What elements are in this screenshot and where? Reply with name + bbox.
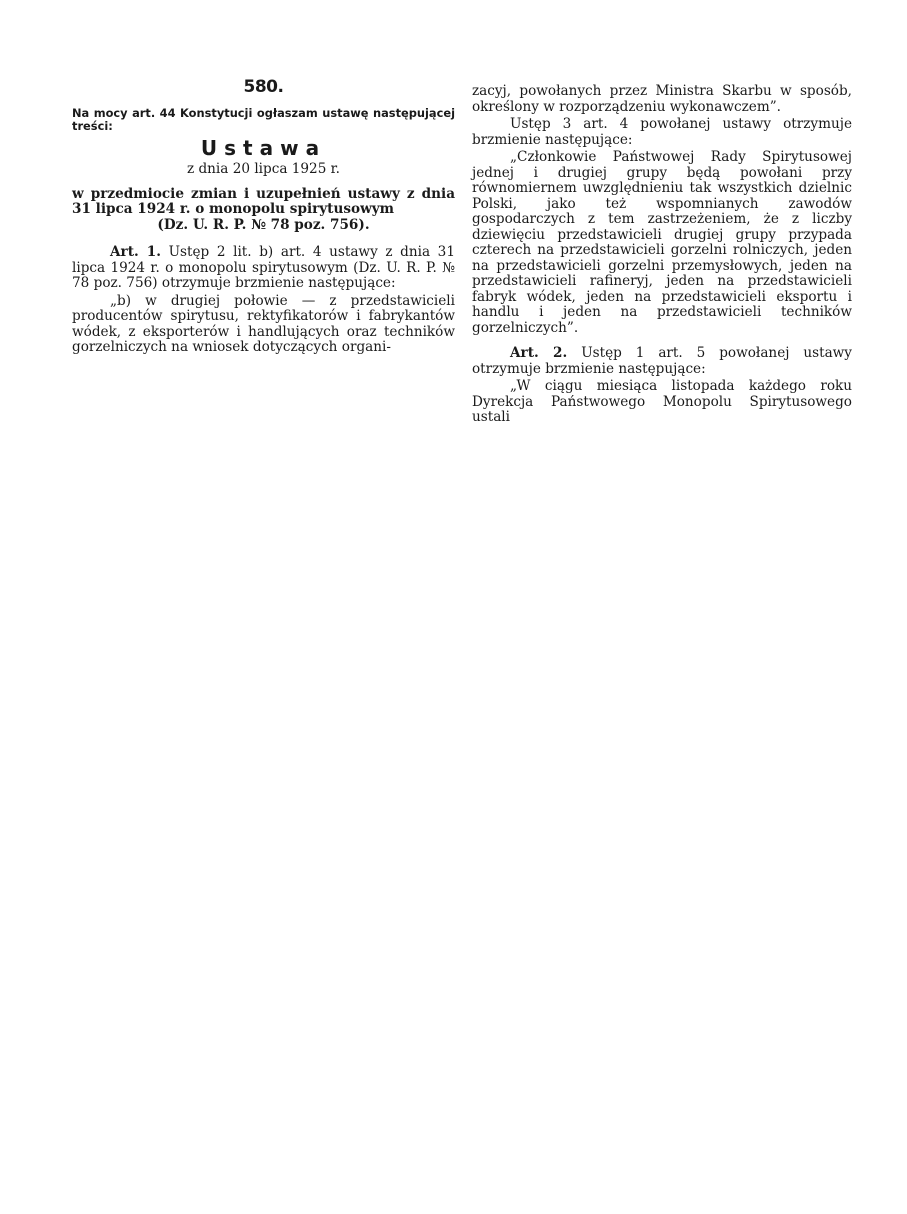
article-2-label: Art. 2. <box>510 345 568 361</box>
article-2 <box>472 346 852 377</box>
article-1-label: Art. 1. <box>110 244 161 260</box>
quote-continuation: zacyj, powołanych przez Ministra Skarbu w sposób, określony w rozporządzeniu wykonawczem”. <box>472 83 852 115</box>
article-1 <box>72 245 455 292</box>
article-1-quote: „b) w drugiej połowie — z przedstawicieli producentów spirytusu, rektyfikatorów i fabrykantów wódek, z eksporterów i handlujących oraz techników gorzelniczych na wniosek dotyczących organi- <box>72 292 455 355</box>
ustep-3-intro: Ustęp 3 art. 4 powołanej ustawy otrzymuje brzmienie następujące: <box>472 116 852 148</box>
promulgation-intro: Na mocy art. 44 Konstytucji ogłaszam ustawę następującej treści: <box>72 105 455 133</box>
act-subject <box>72 187 455 234</box>
item-number: 580. <box>243 77 284 97</box>
article-1-text: Ustęp 2 lit. b) art. 4 ustawy z dnia 31 lipca 1924 r. o monopolu spirytusowym (Dz. U. R. P. № 78 poz. 756) otrzymuje brzmienie następujące: <box>72 244 455 291</box>
act-date: z dnia 20 lipca 1925 r. <box>186 161 340 177</box>
article-2-text: Ustęp 1 art. 5 powołanej ustawy otrzymuje brzmienie następujące: <box>472 345 852 377</box>
left-column <box>72 77 455 358</box>
article-2-quote: „W ciągu miesiąca listopada każdego roku Dyrekcja Państwowego Monopolu Spirytusowego ustali <box>472 378 852 425</box>
act-title: Ustawa <box>200 135 327 160</box>
act-subject-reference: (Dz. U. R. P. № 78 poz. 756). <box>157 216 370 233</box>
ustep-3-quote: „Członkowie Państwowej Rady Spirytusowej jednej i drugiej grupy będą powołani przy równomiernem uwzględnieniu tak wszystkich dzielnic Polski, jako też wspomnianych zawodów gospodarczych z tem zastrzeżeniem, że z liczby dziewięciu przedstawicieli drugiej grupy przypada czterech na przedstawicieli gorzelni rolniczych, jeden na przedstawicieli gorzelni przemysłowych, jeden na przedstawicieli rafineryj, jeden na przedstawicieli fabryk wódek, jeden na przedstawicieli eksportu i handlu i jeden na przedstawicieli techników gorzelniczych”. <box>472 149 852 336</box>
right-column <box>472 84 852 428</box>
act-subject-text: w przedmiocie zmian i uzupełnień ustawy z dnia 31 lipca 1924 r. o monopolu spirytusowym <box>72 185 455 217</box>
